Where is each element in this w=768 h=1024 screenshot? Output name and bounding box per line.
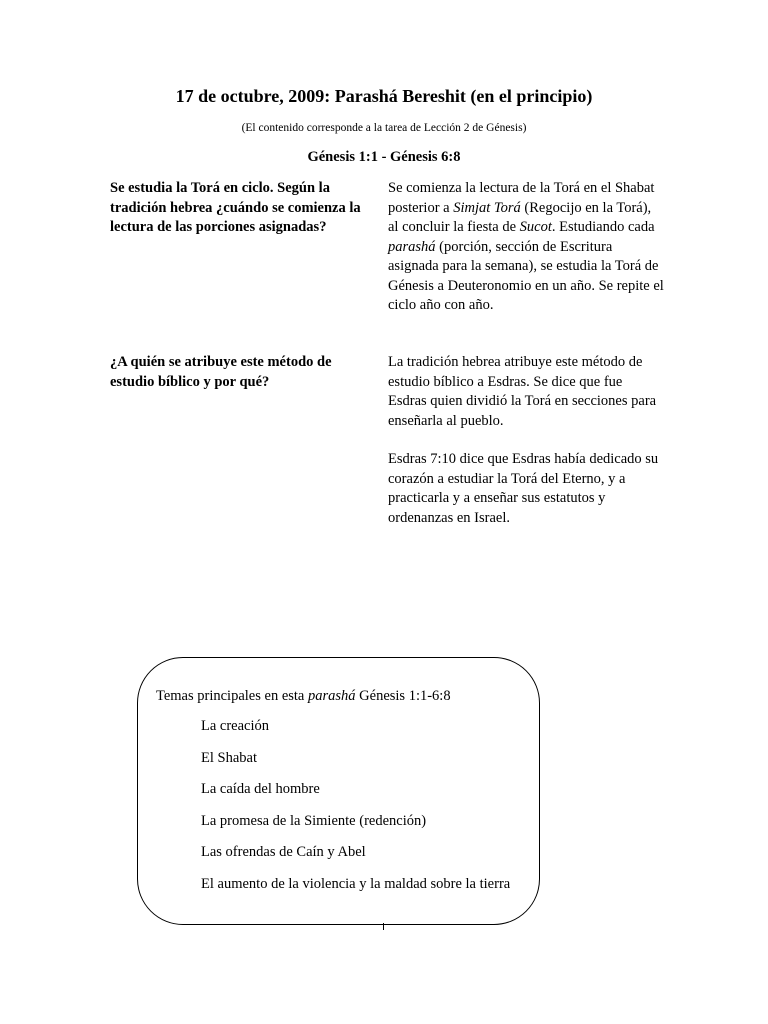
answer-2 [388, 353, 664, 528]
question-1: Se estudia la Torá en ciclo. Según la tradición hebrea ¿cuándo se comienza la lectura de las porciones asignadas? [110, 180, 361, 235]
topics-list [201, 717, 510, 906]
topic-item: La creación [201, 718, 270, 734]
answer-1-text-c: (Regocijo en la Torá), al concluir la fiesta de [388, 199, 652, 235]
topic-item: La caída del hombre [201, 781, 320, 797]
answer-2-paragraph-1: La tradición hebrea atribuye este método de estudio bíblico a Esdras. Se dice que fue Esdras quien dividió la Torá en secciones para enseñarla al pueblo. [388, 354, 657, 429]
topics-title-c: Génesis 1:1-6:8 [355, 688, 451, 704]
answer-1 [388, 179, 664, 316]
answer-1-text-e: . Estudiando cada [551, 219, 655, 235]
topic-item: Las ofrendas de Caín y Abel [201, 844, 366, 860]
topics-title-term: parashá [307, 688, 356, 704]
answer-1-text-g: (porción, sección de Escritura asignada para la semana), se estudia la Torá de Génesis a Deuteronomio en un año. Se repite el ciclo año con año. [388, 238, 664, 313]
question-2: ¿A quién se atribuye este método de estudio bíblico y por qué? [110, 354, 332, 390]
scripture-range: Génesis 1:1 - Génesis 6:8 [307, 149, 461, 165]
answer-1-paragraph [388, 179, 664, 316]
topic-item: El aumento de la violencia y la maldad sobre la tierra [201, 875, 511, 892]
answer-2-paragraph-2: Esdras 7:10 dice que Esdras había dedicado su corazón a estudiar la Torá del Eterno, y a practicarla y a enseñar sus estatutos y ordenanzas en Israel. [388, 451, 659, 526]
answer-1-text-a: Se comienza la lectura de la Torá en el Shabat posterior a [388, 180, 655, 216]
topics-box-title [156, 687, 451, 705]
topic-item: El Shabat [201, 749, 257, 766]
answer-1-term-simjat-tora: Simjat Torá [453, 199, 521, 216]
topic-item: La promesa de la Simiente (redención) [201, 812, 427, 829]
document-subtitle: (El contenido corresponde a la tarea de Lección 2 de Génesis) [241, 122, 527, 134]
answer-1-term-sucot: Sucot [519, 219, 552, 235]
topics-title-a: Temas principales en esta [156, 688, 308, 704]
divider-tick [383, 923, 384, 930]
document-title: 17 de octubre, 2009: Parashá Bereshit (en el principio) [175, 86, 593, 106]
answer-1-term-parasha: parashá [388, 238, 436, 255]
